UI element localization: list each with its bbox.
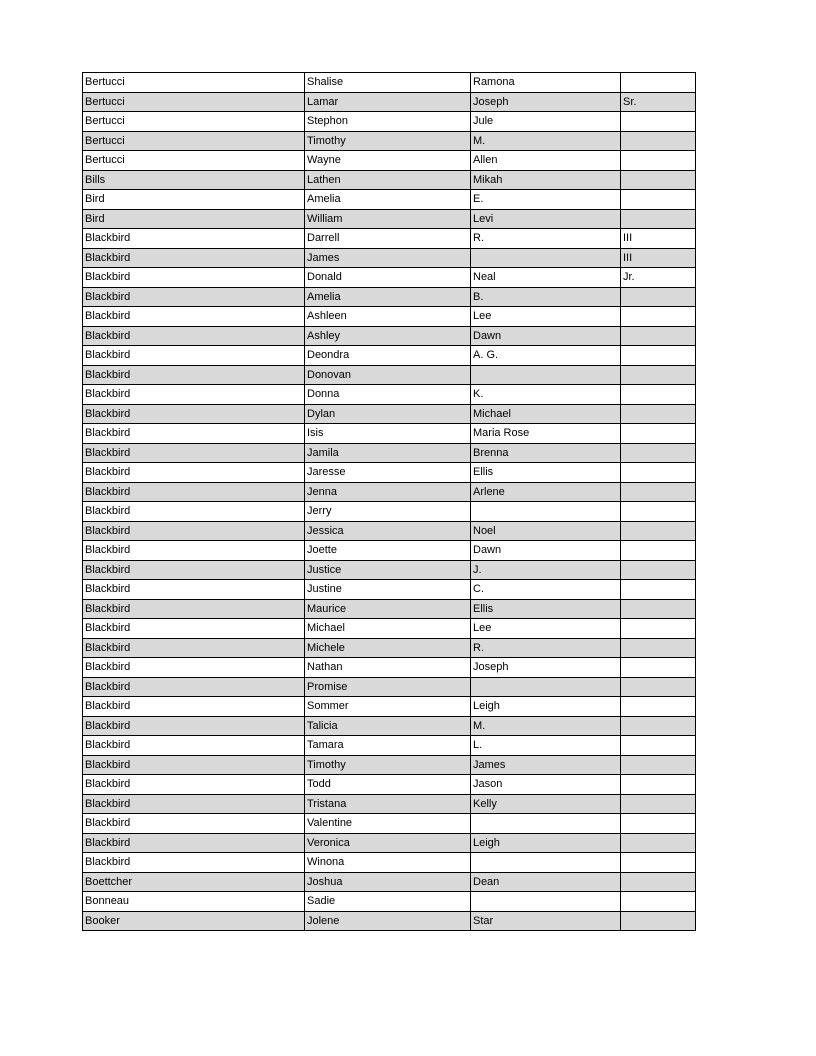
table-row bbox=[83, 170, 696, 190]
last-name-cell: Blackbird bbox=[83, 502, 305, 522]
last-name-cell: Blackbird bbox=[83, 287, 305, 307]
table-row bbox=[83, 404, 696, 424]
first-name-cell: Jenna bbox=[305, 482, 471, 502]
middle-name-cell: Noel bbox=[471, 521, 621, 541]
suffix-cell bbox=[621, 463, 696, 483]
suffix-cell bbox=[621, 619, 696, 639]
suffix-cell bbox=[621, 677, 696, 697]
middle-name-cell: R. bbox=[471, 638, 621, 658]
first-name-cell: Amelia bbox=[305, 287, 471, 307]
table-row bbox=[83, 775, 696, 795]
middle-name-cell: Leigh bbox=[471, 697, 621, 717]
first-name-cell: Isis bbox=[305, 424, 471, 444]
table-row bbox=[83, 268, 696, 288]
first-name-cell: Joshua bbox=[305, 872, 471, 892]
suffix-cell bbox=[621, 755, 696, 775]
suffix-cell bbox=[621, 151, 696, 171]
suffix-cell bbox=[621, 794, 696, 814]
first-name-cell: James bbox=[305, 248, 471, 268]
suffix-cell bbox=[621, 892, 696, 912]
last-name-cell: Blackbird bbox=[83, 619, 305, 639]
first-name-cell: Sadie bbox=[305, 892, 471, 912]
table-row bbox=[83, 560, 696, 580]
first-name-cell: Dylan bbox=[305, 404, 471, 424]
middle-name-cell: Star bbox=[471, 911, 621, 931]
table-row bbox=[83, 190, 696, 210]
table-row bbox=[83, 814, 696, 834]
middle-name-cell: Lee bbox=[471, 307, 621, 327]
table-row bbox=[83, 307, 696, 327]
middle-name-cell: James bbox=[471, 755, 621, 775]
first-name-cell: Veronica bbox=[305, 833, 471, 853]
suffix-cell bbox=[621, 326, 696, 346]
table-row bbox=[83, 112, 696, 132]
table-row bbox=[83, 638, 696, 658]
last-name-cell: Blackbird bbox=[83, 580, 305, 600]
middle-name-cell: L. bbox=[471, 736, 621, 756]
table-row bbox=[83, 677, 696, 697]
table-row bbox=[83, 502, 696, 522]
middle-name-cell: K. bbox=[471, 385, 621, 405]
last-name-cell: Blackbird bbox=[83, 482, 305, 502]
table-row bbox=[83, 385, 696, 405]
suffix-cell bbox=[621, 560, 696, 580]
table-row bbox=[83, 833, 696, 853]
middle-name-cell: Lee bbox=[471, 619, 621, 639]
suffix-cell bbox=[621, 736, 696, 756]
suffix-cell bbox=[621, 73, 696, 93]
suffix-cell bbox=[621, 112, 696, 132]
middle-name-cell: Dawn bbox=[471, 541, 621, 561]
middle-name-cell: Dawn bbox=[471, 326, 621, 346]
last-name-cell: Blackbird bbox=[83, 268, 305, 288]
middle-name-cell: J. bbox=[471, 560, 621, 580]
first-name-cell: Michael bbox=[305, 619, 471, 639]
table-row bbox=[83, 580, 696, 600]
first-name-cell: Justine bbox=[305, 580, 471, 600]
first-name-cell: Jaresse bbox=[305, 463, 471, 483]
suffix-cell bbox=[621, 502, 696, 522]
table-row bbox=[83, 209, 696, 229]
table-row bbox=[83, 463, 696, 483]
table-row bbox=[83, 248, 696, 268]
middle-name-cell: E. bbox=[471, 190, 621, 210]
middle-name-cell: R. bbox=[471, 229, 621, 249]
last-name-cell: Blackbird bbox=[83, 229, 305, 249]
middle-name-cell bbox=[471, 853, 621, 873]
suffix-cell bbox=[621, 170, 696, 190]
last-name-cell: Booker bbox=[83, 911, 305, 931]
first-name-cell: Todd bbox=[305, 775, 471, 795]
middle-name-cell: M. bbox=[471, 131, 621, 151]
table-row bbox=[83, 716, 696, 736]
last-name-cell: Blackbird bbox=[83, 833, 305, 853]
table-row bbox=[83, 365, 696, 385]
table-row bbox=[83, 736, 696, 756]
first-name-cell: Stephon bbox=[305, 112, 471, 132]
suffix-cell: Jr. bbox=[621, 268, 696, 288]
last-name-cell: Bonneau bbox=[83, 892, 305, 912]
table-row bbox=[83, 619, 696, 639]
suffix-cell bbox=[621, 209, 696, 229]
suffix-cell bbox=[621, 580, 696, 600]
first-name-cell: Jolene bbox=[305, 911, 471, 931]
middle-name-cell bbox=[471, 502, 621, 522]
first-name-cell: Joette bbox=[305, 541, 471, 561]
suffix-cell bbox=[621, 716, 696, 736]
middle-name-cell: Brenna bbox=[471, 443, 621, 463]
suffix-cell bbox=[621, 482, 696, 502]
table-row bbox=[83, 658, 696, 678]
table-row bbox=[83, 482, 696, 502]
last-name-cell: Blackbird bbox=[83, 775, 305, 795]
first-name-cell: Tristana bbox=[305, 794, 471, 814]
table-row bbox=[83, 92, 696, 112]
table-row bbox=[83, 541, 696, 561]
first-name-cell: Promise bbox=[305, 677, 471, 697]
first-name-cell: Darrell bbox=[305, 229, 471, 249]
last-name-cell: Blackbird bbox=[83, 853, 305, 873]
last-name-cell: Blackbird bbox=[83, 365, 305, 385]
first-name-cell: Winona bbox=[305, 853, 471, 873]
table-row bbox=[83, 853, 696, 873]
table-row bbox=[83, 443, 696, 463]
table-row bbox=[83, 131, 696, 151]
last-name-cell: Blackbird bbox=[83, 307, 305, 327]
last-name-cell: Blackbird bbox=[83, 346, 305, 366]
suffix-cell bbox=[621, 404, 696, 424]
last-name-cell: Blackbird bbox=[83, 697, 305, 717]
suffix-cell: III bbox=[621, 229, 696, 249]
middle-name-cell: A. G. bbox=[471, 346, 621, 366]
last-name-cell: Bertucci bbox=[83, 73, 305, 93]
table-row bbox=[83, 755, 696, 775]
last-name-cell: Bird bbox=[83, 209, 305, 229]
table-row bbox=[83, 73, 696, 93]
table-row bbox=[83, 287, 696, 307]
table-row bbox=[83, 346, 696, 366]
middle-name-cell bbox=[471, 248, 621, 268]
table-row bbox=[83, 521, 696, 541]
middle-name-cell: Ellis bbox=[471, 463, 621, 483]
last-name-cell: Blackbird bbox=[83, 463, 305, 483]
first-name-cell: Jessica bbox=[305, 521, 471, 541]
first-name-cell: Valentine bbox=[305, 814, 471, 834]
first-name-cell: Jerry bbox=[305, 502, 471, 522]
first-name-cell: Donald bbox=[305, 268, 471, 288]
last-name-cell: Bertucci bbox=[83, 151, 305, 171]
last-name-cell: Blackbird bbox=[83, 385, 305, 405]
middle-name-cell: Allen bbox=[471, 151, 621, 171]
table-row bbox=[83, 229, 696, 249]
table-row bbox=[83, 911, 696, 931]
suffix-cell bbox=[621, 853, 696, 873]
first-name-cell: Ashley bbox=[305, 326, 471, 346]
suffix-cell bbox=[621, 599, 696, 619]
middle-name-cell: Ellis bbox=[471, 599, 621, 619]
middle-name-cell: Joseph bbox=[471, 92, 621, 112]
last-name-cell: Bertucci bbox=[83, 112, 305, 132]
table-row bbox=[83, 697, 696, 717]
middle-name-cell bbox=[471, 892, 621, 912]
last-name-cell: Blackbird bbox=[83, 814, 305, 834]
first-name-cell: Timothy bbox=[305, 755, 471, 775]
suffix-cell bbox=[621, 541, 696, 561]
first-name-cell: Michele bbox=[305, 638, 471, 658]
first-name-cell: Timothy bbox=[305, 131, 471, 151]
last-name-cell: Bertucci bbox=[83, 92, 305, 112]
last-name-cell: Blackbird bbox=[83, 755, 305, 775]
first-name-cell: Nathan bbox=[305, 658, 471, 678]
table-row bbox=[83, 599, 696, 619]
first-name-cell: Jamila bbox=[305, 443, 471, 463]
first-name-cell: Donna bbox=[305, 385, 471, 405]
middle-name-cell bbox=[471, 677, 621, 697]
suffix-cell bbox=[621, 190, 696, 210]
last-name-cell: Blackbird bbox=[83, 424, 305, 444]
middle-name-cell: Joseph bbox=[471, 658, 621, 678]
middle-name-cell bbox=[471, 814, 621, 834]
middle-name-cell: Arlene bbox=[471, 482, 621, 502]
suffix-cell bbox=[621, 638, 696, 658]
table-row bbox=[83, 892, 696, 912]
last-name-cell: Blackbird bbox=[83, 560, 305, 580]
first-name-cell: Maurice bbox=[305, 599, 471, 619]
first-name-cell: Amelia bbox=[305, 190, 471, 210]
last-name-cell: Bertucci bbox=[83, 131, 305, 151]
first-name-cell: William bbox=[305, 209, 471, 229]
suffix-cell bbox=[621, 287, 696, 307]
first-name-cell: Sommer bbox=[305, 697, 471, 717]
last-name-cell: Blackbird bbox=[83, 599, 305, 619]
names-table-body bbox=[83, 73, 696, 931]
suffix-cell: Sr. bbox=[621, 92, 696, 112]
middle-name-cell: Levi bbox=[471, 209, 621, 229]
table-row bbox=[83, 326, 696, 346]
suffix-cell bbox=[621, 658, 696, 678]
middle-name-cell: C. bbox=[471, 580, 621, 600]
last-name-cell: Blackbird bbox=[83, 404, 305, 424]
table-row bbox=[83, 151, 696, 171]
last-name-cell: Bills bbox=[83, 170, 305, 190]
first-name-cell: Justice bbox=[305, 560, 471, 580]
last-name-cell: Blackbird bbox=[83, 736, 305, 756]
middle-name-cell: Jule bbox=[471, 112, 621, 132]
suffix-cell: III bbox=[621, 248, 696, 268]
middle-name-cell: M. bbox=[471, 716, 621, 736]
last-name-cell: Blackbird bbox=[83, 248, 305, 268]
first-name-cell: Talicia bbox=[305, 716, 471, 736]
first-name-cell: Wayne bbox=[305, 151, 471, 171]
first-name-cell: Donovan bbox=[305, 365, 471, 385]
first-name-cell: Tamara bbox=[305, 736, 471, 756]
last-name-cell: Blackbird bbox=[83, 638, 305, 658]
suffix-cell bbox=[621, 872, 696, 892]
suffix-cell bbox=[621, 833, 696, 853]
middle-name-cell: Maria Rose bbox=[471, 424, 621, 444]
suffix-cell bbox=[621, 697, 696, 717]
table-row bbox=[83, 424, 696, 444]
middle-name-cell: B. bbox=[471, 287, 621, 307]
first-name-cell: Shalise bbox=[305, 73, 471, 93]
last-name-cell: Blackbird bbox=[83, 658, 305, 678]
first-name-cell: Deondra bbox=[305, 346, 471, 366]
last-name-cell: Blackbird bbox=[83, 521, 305, 541]
middle-name-cell: Dean bbox=[471, 872, 621, 892]
names-table bbox=[82, 72, 696, 931]
first-name-cell: Ashleen bbox=[305, 307, 471, 327]
last-name-cell: Boettcher bbox=[83, 872, 305, 892]
last-name-cell: Blackbird bbox=[83, 326, 305, 346]
last-name-cell: Blackbird bbox=[83, 541, 305, 561]
middle-name-cell: Jason bbox=[471, 775, 621, 795]
suffix-cell bbox=[621, 424, 696, 444]
last-name-cell: Blackbird bbox=[83, 443, 305, 463]
suffix-cell bbox=[621, 365, 696, 385]
suffix-cell bbox=[621, 521, 696, 541]
suffix-cell bbox=[621, 346, 696, 366]
first-name-cell: Lamar bbox=[305, 92, 471, 112]
suffix-cell bbox=[621, 307, 696, 327]
suffix-cell bbox=[621, 814, 696, 834]
middle-name-cell: Mikah bbox=[471, 170, 621, 190]
table-row bbox=[83, 872, 696, 892]
middle-name-cell: Neal bbox=[471, 268, 621, 288]
table-row bbox=[83, 794, 696, 814]
last-name-cell: Bird bbox=[83, 190, 305, 210]
suffix-cell bbox=[621, 443, 696, 463]
middle-name-cell: Michael bbox=[471, 404, 621, 424]
middle-name-cell: Kelly bbox=[471, 794, 621, 814]
last-name-cell: Blackbird bbox=[83, 677, 305, 697]
middle-name-cell: Ramona bbox=[471, 73, 621, 93]
last-name-cell: Blackbird bbox=[83, 794, 305, 814]
middle-name-cell bbox=[471, 365, 621, 385]
suffix-cell bbox=[621, 911, 696, 931]
suffix-cell bbox=[621, 131, 696, 151]
first-name-cell: Lathen bbox=[305, 170, 471, 190]
suffix-cell bbox=[621, 775, 696, 795]
middle-name-cell: Leigh bbox=[471, 833, 621, 853]
suffix-cell bbox=[621, 385, 696, 405]
last-name-cell: Blackbird bbox=[83, 716, 305, 736]
